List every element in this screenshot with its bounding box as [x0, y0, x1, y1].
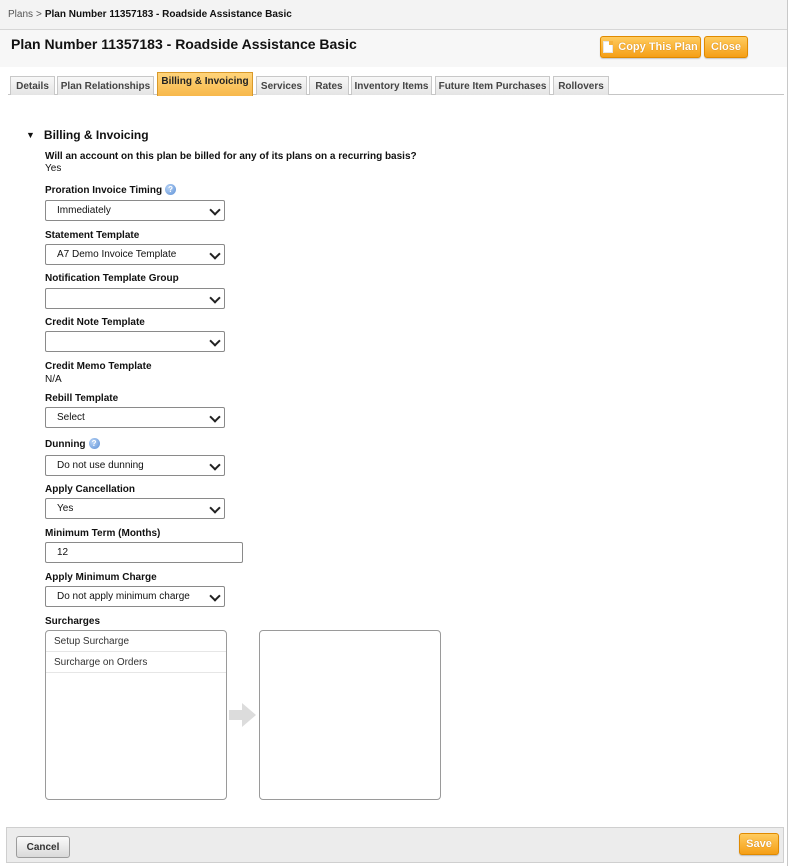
cancel-button[interactable]: Cancel: [16, 836, 70, 858]
credit-memo-template-value: N/A: [45, 374, 62, 385]
document-icon: [603, 41, 613, 53]
recurring-question: Will an account on this plan be billed for any of its plans on a recurring basis?: [45, 151, 417, 162]
notification-group-select[interactable]: [45, 288, 225, 309]
statement-template-value: A7 Demo Invoice Template: [57, 249, 177, 260]
tab-rates[interactable]: Rates: [309, 76, 349, 95]
move-right-arrow-icon[interactable]: [229, 703, 257, 727]
tab-bar: [8, 73, 784, 95]
credit-memo-template-label: Credit Memo Template: [45, 361, 152, 372]
proration-timing-select[interactable]: [45, 200, 225, 221]
apply-cancellation-select[interactable]: [45, 498, 225, 519]
chevron-down-icon: [211, 250, 219, 258]
tab-future-item-purchases[interactable]: Future Item Purchases: [435, 76, 550, 95]
chevron-down-icon: [211, 413, 219, 421]
minimum-term-label: Minimum Term (Months): [45, 528, 161, 539]
tab-plan-relationships[interactable]: Plan Relationships: [57, 76, 154, 95]
notification-group-label: Notification Template Group: [45, 273, 179, 284]
tab-rollovers[interactable]: Rollovers: [553, 76, 609, 95]
dunning-label: [45, 439, 100, 450]
tab-inventory-items[interactable]: Inventory Items: [351, 76, 432, 95]
help-icon[interactable]: ?: [89, 438, 100, 449]
available-surcharges-list[interactable]: [45, 630, 227, 800]
chevron-down-icon: [211, 337, 219, 345]
credit-note-template-select[interactable]: [45, 331, 225, 352]
apply-cancellation-label: Apply Cancellation: [45, 484, 136, 495]
selected-surcharges-list[interactable]: [259, 630, 441, 800]
statement-template-label: Statement Template: [45, 230, 140, 241]
dunning-value: Do not use dunning: [57, 460, 144, 471]
dunning-select[interactable]: [45, 455, 225, 476]
list-item[interactable]: Surcharge on Orders: [46, 652, 226, 673]
statement-template-select[interactable]: [45, 244, 225, 265]
minimum-term-input[interactable]: 12: [45, 542, 243, 563]
breadcrumb-current: Plan Number 11357183 - Roadside Assistance Basic: [44, 9, 292, 20]
copy-plan-button[interactable]: [600, 36, 701, 58]
apply-minimum-charge-value: Do not apply minimum charge: [57, 591, 190, 602]
copy-plan-label: Copy This Plan: [618, 41, 698, 53]
page-header: [0, 30, 787, 67]
recurring-answer: Yes: [45, 163, 62, 174]
apply-minimum-charge-label: Apply Minimum Charge: [45, 572, 157, 583]
breadcrumb: [0, 0, 787, 30]
credit-note-template-label: Credit Note Template: [45, 317, 145, 328]
tab-services[interactable]: Services: [256, 76, 307, 95]
page-title: Plan Number 11357183 - Roadside Assistance Basic: [11, 36, 357, 52]
chevron-down-icon: [211, 206, 219, 214]
rebill-template-label: Rebill Template: [45, 393, 119, 404]
breadcrumb-separator: >: [36, 9, 42, 20]
rebill-template-value: Select: [57, 412, 85, 423]
close-button[interactable]: Close: [704, 36, 748, 58]
form-footer: [6, 827, 784, 863]
billing-section-header[interactable]: [26, 128, 149, 142]
tab-billing-invoicing[interactable]: Billing & Invoicing: [157, 72, 253, 96]
chevron-down-icon: [211, 592, 219, 600]
tab-details[interactable]: Details: [10, 76, 55, 95]
section-title: Billing & Invoicing: [43, 128, 149, 142]
collapse-triangle-icon: ▼: [26, 130, 35, 140]
rebill-template-select[interactable]: [45, 407, 225, 428]
apply-cancellation-value: Yes: [57, 503, 74, 514]
list-item[interactable]: Setup Surcharge: [46, 631, 226, 652]
save-button[interactable]: Save: [739, 833, 779, 855]
chevron-down-icon: [211, 294, 219, 302]
apply-minimum-charge-select[interactable]: [45, 586, 225, 607]
chevron-down-icon: [211, 461, 219, 469]
proration-timing-label: [45, 185, 176, 196]
help-icon[interactable]: ?: [165, 184, 176, 195]
breadcrumb-plans-link[interactable]: Plans: [8, 9, 34, 20]
surcharges-label: Surcharges: [45, 616, 101, 627]
proration-timing-value: Immediately: [57, 205, 111, 216]
chevron-down-icon: [211, 504, 219, 512]
dunning-label-text: Dunning: [45, 439, 86, 451]
proration-timing-label-text: Proration Invoice Timing: [45, 185, 163, 197]
